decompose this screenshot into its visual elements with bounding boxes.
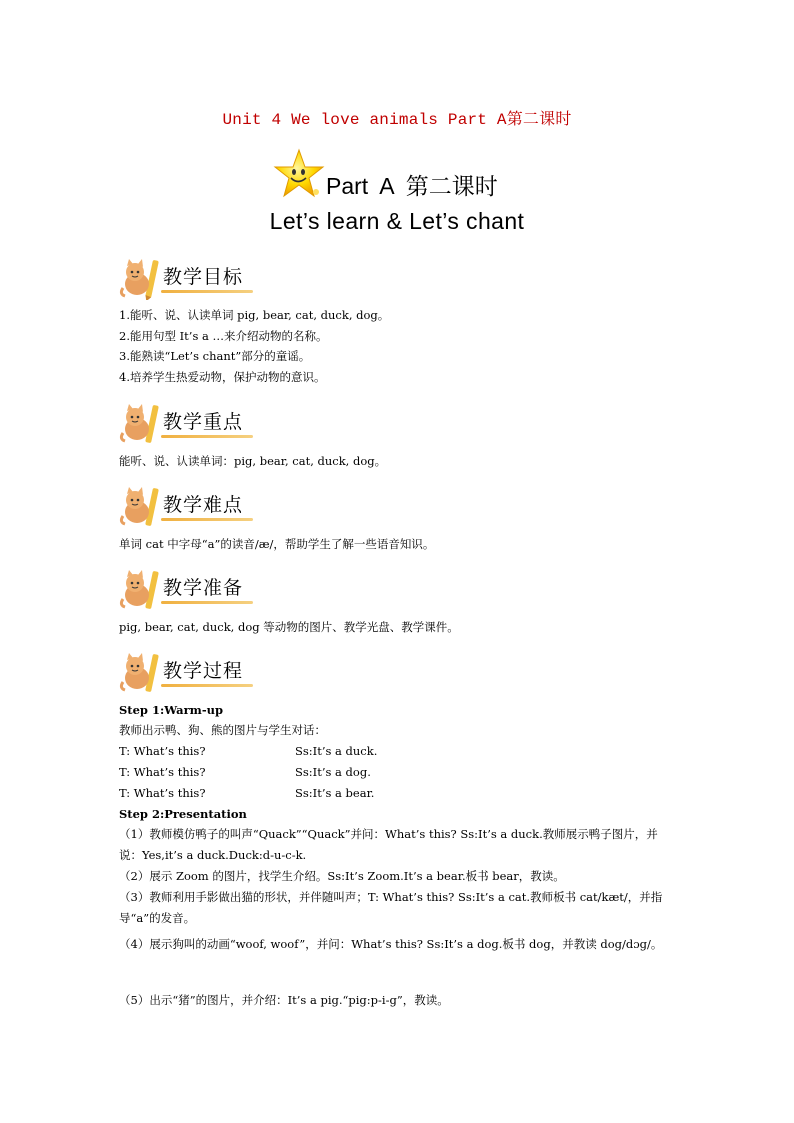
section-title: 教学重点	[163, 411, 244, 433]
presentation-item: （3）教师利用手影做出猫的形状，并伴随叫声；T: What’s this? Ss:It’s a cat.教师板书 cat/kæt/，并指导“a”的发音。	[119, 890, 663, 925]
students-line: Ss:It’s a dog.	[295, 765, 371, 779]
presentation-item: （2）展示 Zoom 的图片，找学生介绍。Ss:It’s Zoom.It’s a bear.板书 bear，教读。	[119, 869, 565, 883]
objective-item: 2.能用句型 It’s a …来介绍动物的名称。	[119, 329, 328, 343]
students-line: Ss:It’s a bear.	[295, 786, 375, 800]
teacher-line: T: What’s this?	[119, 786, 206, 800]
students-line: Ss:It’s a duck.	[295, 744, 378, 758]
difficulties-text: 单词 cat 中字母“a”的读音/æ/，帮助学生了解一些语音知识。	[119, 537, 435, 551]
teacher-line: T: What’s this?	[119, 744, 206, 758]
section-underline	[161, 435, 253, 438]
step-heading: Step 1:Warm-up	[119, 703, 223, 717]
cat-pencil-mascot-icon	[119, 403, 163, 445]
section-preparation-heading	[119, 569, 269, 609]
presentation-item: （4）展示狗叫的动画“woof, woof”，并问：What’s this? Ss:It’s a dog.板书 dog，并教读 dog/dɔg/。	[119, 937, 663, 951]
smiling-star-icon	[272, 148, 326, 202]
dialogue-row	[119, 783, 539, 804]
cat-pencil-mascot-icon	[119, 258, 163, 300]
cat-pencil-mascot-icon	[119, 569, 163, 611]
section-underline	[161, 518, 253, 521]
step1-intro: 教师出示鸭、狗、熊的图片与学生对话：	[119, 723, 326, 737]
section-difficulties-heading	[119, 486, 269, 526]
section-underline	[161, 601, 253, 604]
objective-item: 4.培养学生热爱动物，保护动物的意识。	[119, 370, 326, 384]
section-title: 教学准备	[163, 577, 244, 599]
presentation-item: （1）教师模仿鸭子的叫声“Quack”“Quack”并问：What’s this? Ss:It’s a duck.教师展示鸭子图片，并说：Yes,it’s a duck.Duck:d-u-c-k.	[119, 827, 658, 862]
section-title: 教学过程	[163, 660, 244, 682]
teacher-line: T: What’s this?	[119, 765, 206, 779]
section-objectives-heading	[119, 258, 269, 298]
preparation-text: pig, bear, cat, duck, dog 等动物的图片、教学光盘、教学课件。	[119, 620, 459, 634]
dialogue-row	[119, 762, 539, 783]
section-underline	[161, 684, 253, 687]
objective-item: 3.能熟读“Let’s chant”部分的童谣。	[119, 349, 311, 363]
section-process-heading	[119, 652, 269, 692]
step-heading: Step 2:Presentation	[119, 807, 247, 821]
section-key-points-heading	[119, 403, 269, 443]
section-title: 教学目标	[163, 266, 244, 288]
dialogue-row	[119, 741, 539, 762]
section-title: 教学难点	[163, 494, 244, 516]
objective-item: 1.能听、说、认读单词 pig, bear, cat, duck, dog。	[119, 308, 390, 322]
lesson-subheading: Let’s learn & Let’s chant	[269, 208, 525, 234]
section-underline	[161, 290, 253, 293]
presentation-item: （5）出示“猪”的图片，并介绍：It’s a pig.“pig:p-i-g”，教读。	[119, 993, 449, 1007]
key-points-text: 能听、说、认读单词：pig, bear, cat, duck, dog。	[119, 454, 387, 468]
cat-pencil-mascot-icon	[119, 486, 163, 528]
part-heading: Part A 第二课时	[326, 173, 498, 199]
document-title: Unit 4 We love animals Part A第二课时	[222, 111, 572, 129]
cat-pencil-mascot-icon	[119, 652, 163, 694]
